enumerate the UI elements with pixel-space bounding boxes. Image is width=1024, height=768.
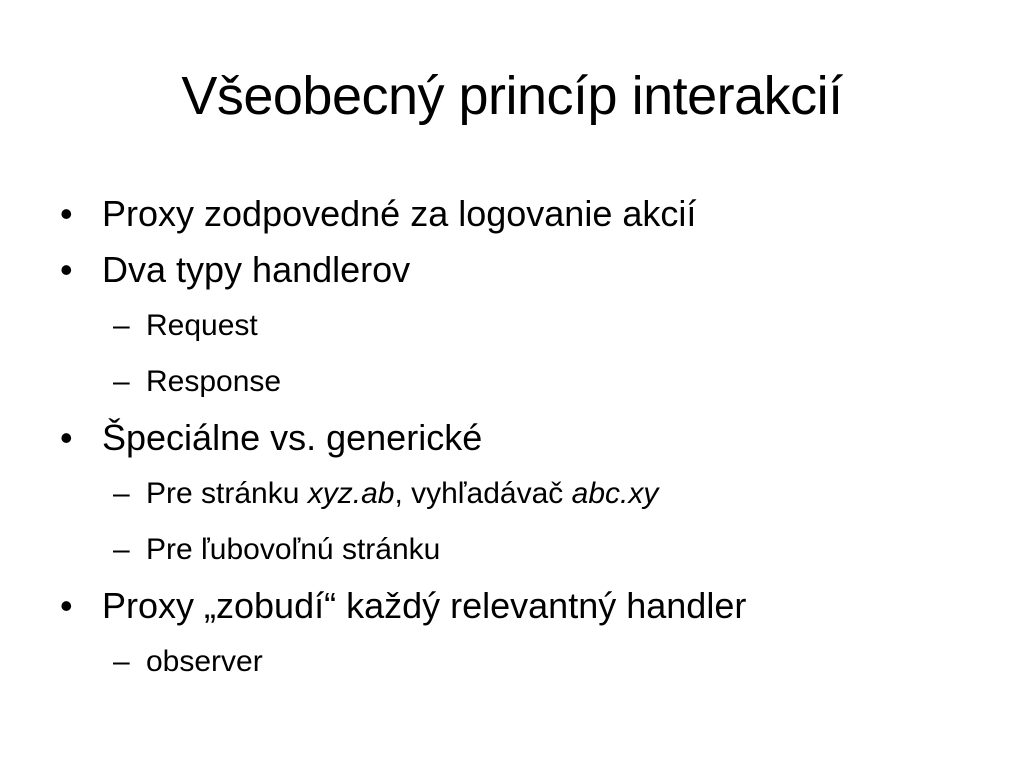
dash-icon: –	[113, 309, 130, 342]
italic-domain: xyz.ab	[307, 477, 395, 510]
bullet-icon: •	[60, 249, 73, 290]
slide-title: Všeobecný princíp interakcií	[181, 66, 843, 126]
sub-list-item	[60, 634, 980, 690]
sub-list-item	[60, 466, 980, 522]
sub-list-item-text	[146, 477, 658, 510]
bullet-icon: •	[60, 585, 73, 626]
sub-list-item-text: Response	[146, 365, 282, 398]
list-item-text: Špeciálne vs. generické	[102, 417, 483, 458]
dash-icon: –	[113, 365, 130, 398]
list-item	[60, 242, 980, 298]
sub-list-item	[60, 522, 980, 578]
list-item	[60, 410, 980, 466]
sub-list-item	[60, 298, 980, 354]
bullet-icon: •	[60, 417, 73, 458]
dash-icon: –	[113, 645, 130, 678]
dash-icon: –	[113, 533, 130, 566]
sub-list-item	[60, 354, 980, 410]
sub-list-item-text: Request	[146, 309, 258, 342]
list-item-text: Proxy „zobudí“ každý relevantný handler	[102, 585, 747, 626]
sub-list-item-text: observer	[146, 645, 263, 678]
text-part: Pre stránku	[146, 477, 308, 510]
italic-domain: abc.xy	[571, 477, 659, 510]
sub-list-item-text: Pre ľubovoľnú stránku	[146, 533, 441, 566]
text-part: , vyhľadávač	[394, 477, 572, 510]
bullet-list	[60, 186, 980, 690]
list-item-text: Dva typy handlerov	[102, 249, 411, 290]
list-item-text: Proxy zodpovedné za logovanie akcií	[102, 193, 697, 234]
list-item	[60, 578, 980, 634]
dash-icon: –	[113, 477, 130, 510]
list-item	[60, 186, 980, 242]
bullet-icon: •	[60, 193, 73, 234]
